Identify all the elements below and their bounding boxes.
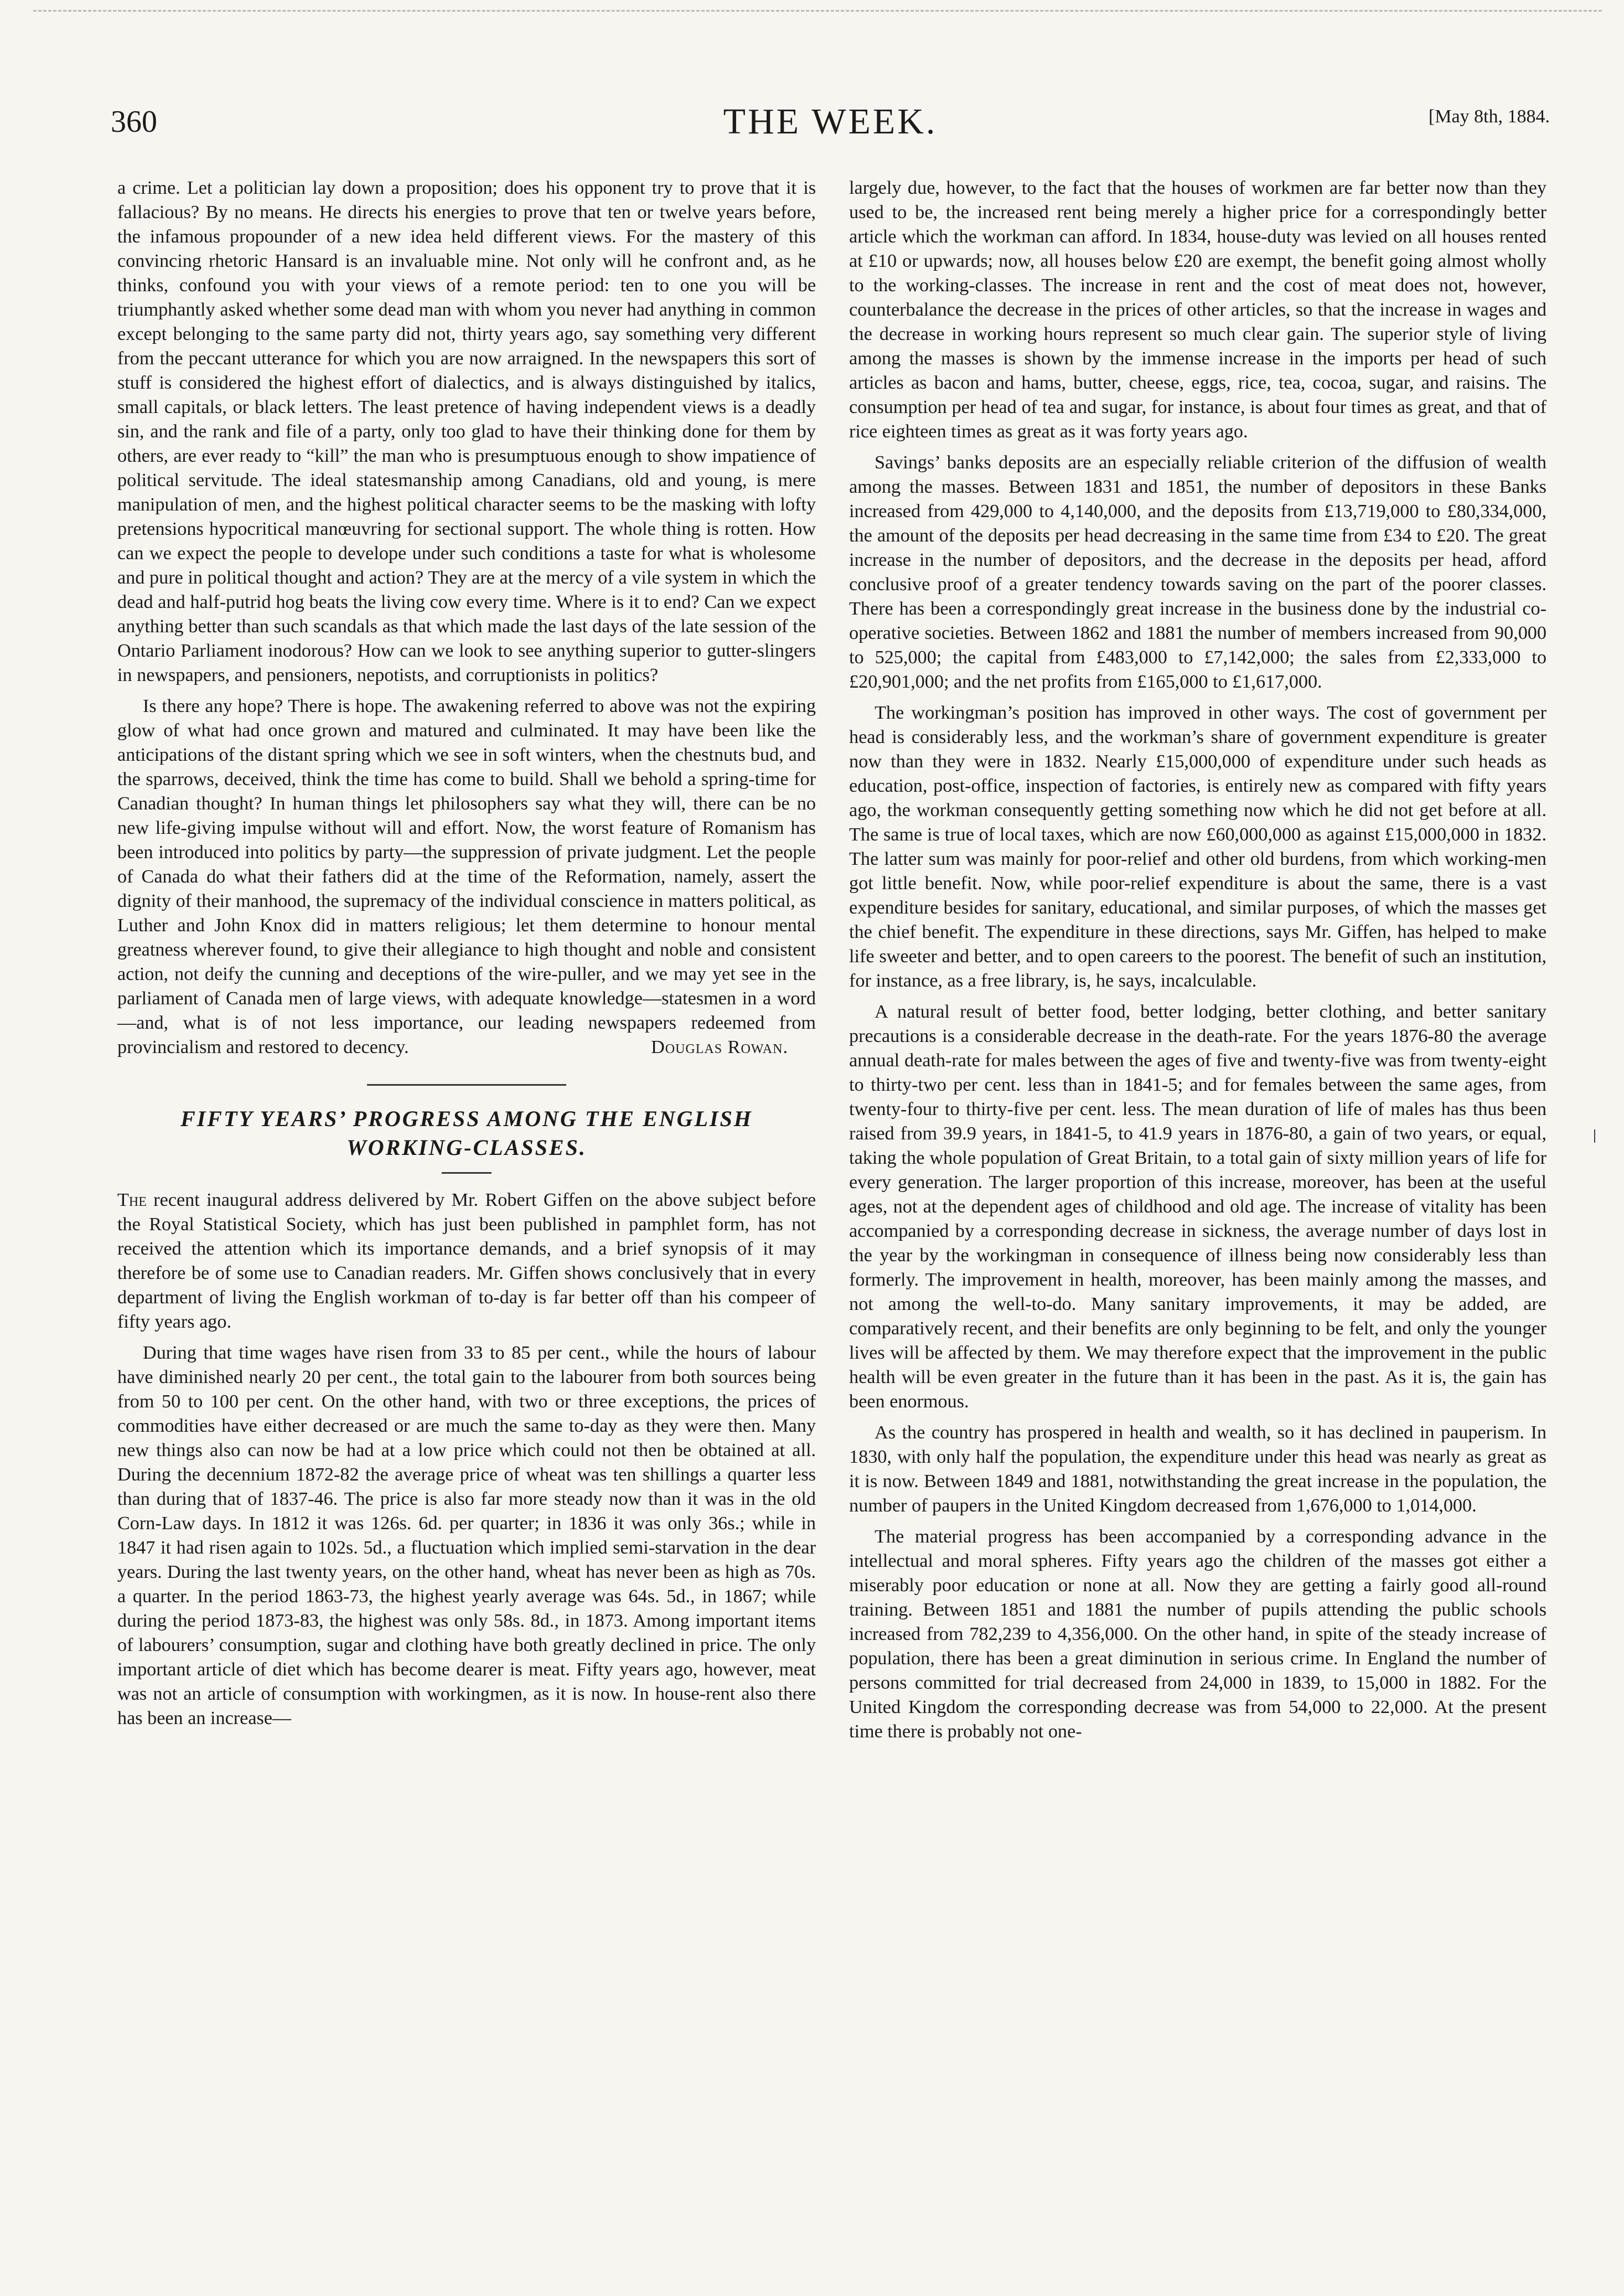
article-title: FIFTY YEARS’ PROGRESS AMONG THE ENGLISH WORKING-CLASSES.: [180, 1106, 753, 1160]
paragraph-text: recent inaugural address delivered by Mr. Robert Giffen on the above subject before the Royal Statistical Society, which has just been published in pamphlet form, has not received the attention which its importance demands, and a brief synopsis of it may therefore be of some use to Canadian readers. Mr. Giffen shows conclusively that in every department of living the English workman of to-day is far better off than his compeer of fifty years ago.: [117, 1190, 816, 1332]
masthead: [111, 101, 1550, 148]
right-column: [849, 176, 1547, 1751]
lead-word: The: [117, 1190, 147, 1210]
paragraph: During that time wages have risen from 33 to 85 per cent., while the hours of labour have diminished nearly 20 per cent., the total gain to the labourer from both sources being from 50 to 100 per cent. On the other hand, with two or three exceptions, the prices of commodities have either decreased or are much the same to-day as they were then. Many new things also can now be had at a low price which could not then be obtained at all. During the decennium 1872-82 the average price of wheat was ten shillings a quarter less than during that of 1837-46. The price is also far more steady now than it was in the old Corn-Law days. In 1812 it was 126s. 6d. per quarter; in 1836 it was only 36s.; while in 1847 it had risen again to 102s. 5d., a fluctuation which implied semi-starvation in the dear years. During the last twenty years, on the other hand, wheat has never been as high as 70s. a quarter. In the period 1863-73, the highest yearly average was 64s. 5d., in 1867; while during the period 1873-83, the highest was only 58s. 8d., in 1873. Among important items of labourers’ consumption, sugar and clothing have both greatly declined in price. The only important article of diet which has become dearer is meat. Fifty years ago, however, meat was not an article of consumption with workingmen, as it is now. In house-rent also there has been an increase—: [117, 1343, 816, 1729]
top-edge-rule: [33, 10, 1602, 12]
paragraph: largely due, however, to the fact that the houses of workmen are far better now than they used to be, the increased rent being merely a higher price for a correspondingly better article which the workman can afford. In 1834, house-duty was levied on all houses rented at £10 or upwards; now, all houses below £20 are exempt, the benefit going almost wholly to the working-classes. The increase in rent and the cost of meat does not, however, counterbalance the decrease in the prices of other articles, so that the increase in wages and the decrease in working hours represent so much clear gain. The superior style of living among the masses is shown by the immense increase in the imports per head of such articles as bacon and hams, butter, cheese, eggs, rice, tea, cocoa, sugar, and raisins. The consumption per head of tea and sugar, for instance, is about four times as great, and that of rice eighteen times as great as it was forty years ago.: [849, 178, 1547, 442]
margin-mark: [1594, 1129, 1595, 1143]
paragraph-text: Is there any hope? There is hope. The awakening referred to above was not the expiring glow of what had once grown and matured and culminated. It may have been like the anticipations of the distant spring which we see in soft winters, when the chestnuts bud, and the sparrows, deceived, think the time has come to build. Shall we behold a spring-time for Canadian thought? In human things let philosophers say what they will, there can be no new life-giving impulse without will and effort. Now, the worst feature of Romanism has been introduced into politics by party—the suppression of private judgment. Let the people of Canada do what their fathers did at the time of the Reformation, namely, assert the dignity of their manhood, the supremacy of the individual conscience in matters political, as Luther and John Knox did in matters religious; let them determine to honour mental greatness wherever found, to give their allegiance to high thought and noble and consistent action, not deify the cunning and deceptions of the wire-puller, and we may yet see in the parliament of Canada men of large views, with adequate knowledge—statesmen in a word—and, what is of not less importance, our leading newspapers redeemed from provincialism and restored to decency.: [117, 696, 816, 1057]
paragraph: As the country has prospered in health and wealth, so it has declined in pauperism. In 1830, with only half the population, the expenditure under this head was nearly as great as it is now. Between 1849 and 1881, notwithstanding the great increase in the population, the number of paupers in the United Kingdom decreased from 1,676,000 to 1,014,000.: [849, 1422, 1547, 1516]
left-column: [117, 176, 816, 1737]
issue-date: [May 8th, 1884.: [1428, 106, 1550, 127]
paragraph: Savings’ banks deposits are an especially reliable criterion of the diffusion of wealth among the masses. Between 1831 and 1851, the number of depositors in these Banks increased from 429,000 to 4,140,000, and the deposits from £13,719,000 to £80,334,000, the amount of the deposits per head decreasing in the same time from £34 to £20. The great increase in the number of depositors, and the decrease in the deposits per head, afford conclusive proof of a greater tendency towards saving on the part of the poorer classes. There has been a correspondingly great increase in the business done by the industrial co-operative societies. Between 1862 and 1881 the number of members increased from 90,000 to 525,000; the capital from £483,000 to £7,142,000; the sales from £2,333,000 to £20,901,000; and the net profits from £165,000 to £1,617,000.: [849, 452, 1547, 692]
title-divider: [442, 1172, 492, 1174]
paragraph: The material progress has been accompanied by a corresponding advance in the intellectual and moral spheres. Fifty years ago the children of the masses got either a miserably poor education or none at all. Now they are getting a fairly good all-round training. Between 1851 and 1881 the number of pupils attending the public schools increased from 782,239 to 4,356,000. On the other hand, in spite of the steady increase of population, there has been a great diminution in serious crime. In England the number of persons committed for trial decreased from 24,000 in 1839, to 15,000 in 1882. For the United Kingdom the corresponding decrease was from 54,000 to 22,000. At the present time there is probably not one-: [849, 1526, 1547, 1742]
paragraph: a crime. Let a politician lay down a proposition; does his opponent try to prove that it is fallacious? By no means. He directs his energies to prove that ten or twelve years before, the infamous propounder of a new idea held different views. For the mastery of this convincing rhetoric Hansard is an invaluable mine. Not only will he confront and, as he thinks, confound you with your views of a remote period: ten to one you will be triumphantly asked whether some dead man with whom you never had anything in common except belonging to the same party did not, thirty years ago, say something very different from the peccant utterance for which you are now arraigned. In the newspapers this sort of stuff is considered the highest effort of dialectics, and is always distinguished by italics, small capitals, or black letters. The least pretence of having independent views is a deadly sin, and the rank and file of a party, only too glad to have their thinking done for them by others, are ever ready to “kill” the man who is presumptuous enough to show impatience of political servitude. The ideal statesmanship among Canadians, old and young, is mere manipulation of men, and the highest political character seems to be the masking with lofty pretensions hypocritical manœuvring for sectional support. The whole thing is rotten. How can we expect the people to develope under such conditions a taste for what is wholesome and pure in political thought and action? They are at the mercy of a vile system in which the dead and half-putrid hog beats the living cow every time. Where is it to end? Can we expect anything better than such scandals as that which made the last days of the late session of the Ontario Parliament inodorous? How can we look to see anything superior to gutter-slingers in newspapers, and pensioners, nepotists, and corruptionists in politics?: [117, 178, 816, 685]
paragraph: [117, 1188, 816, 1334]
author-signature: Douglas Rowan.: [651, 1037, 788, 1057]
article-divider: [367, 1084, 566, 1086]
paragraph: A natural result of better food, better lodging, better clothing, and better sanitary precautions is a considerable decrease in the death-rate. For the years 1876-80 the average annual death-rate for males between the ages of five and twenty-five was from twenty-eight to thirty-two per cent. less than in 1841-5; and for females between the same ages, from twenty-four to thirty-five per cent. less. The mean duration of life of males has thus been raised from 39.9 years, in 1841-5, to 41.9 years in 1876-80, a gain of two years, or equal, taking the whole population of Great Britain, to a total gain of sixty million years of life for every generation. The larger proportion of this increase, moreover, has been at the useful ages, not at the dependent ages of childhood and old age. The increase of vitality has been accompanied by a corresponding decrease in sickness, the average number of days lost in the year by the workingman in consequence of illness being now considerably less than formerly. The improvement in health, moreover, has been mainly among the masses, and not among the well-to-do. Many sanitary improvements, it may be added, are comparatively recent, and their benefits are only beginning to be felt, and only the younger lives will be affected by them. We may therefore expect that the improvement in the public health will be even greater in the future than it has been in the past. As it is, the gain has been enormous.: [849, 1002, 1547, 1412]
publication-title: THE WEEK.: [723, 101, 938, 142]
page-number: 360: [111, 105, 157, 139]
paragraph: [117, 694, 816, 1060]
paragraph: The workingman’s position has improved in other ways. The cost of government per head is considerably less, and the workman’s share of government expenditure is greater now than they were in 1832. Nearly £15,000,000 of expenditure under such heads as education, post-office, inspection of factories, is entirely new as compared with fifty years ago, the workman consequently getting something now which he did not get before at all. The same is true of local taxes, which are now £60,000,000 as against £15,000,000 in 1832. The latter sum was mainly for poor-relief and other old burdens, from which working-men got little benefit. Now, while poor-relief expenditure is about the same, there is a vast expenditure besides for sanitary, educational, and similar purposes, of which the masses get the chief benefit. The expenditure in these directions, says Mr. Giffen, has helped to make life sweeter and better, and to open careers to the poorest. The benefit of such an institution, for instance, as a free library, is, he says, incalculable.: [849, 703, 1547, 991]
